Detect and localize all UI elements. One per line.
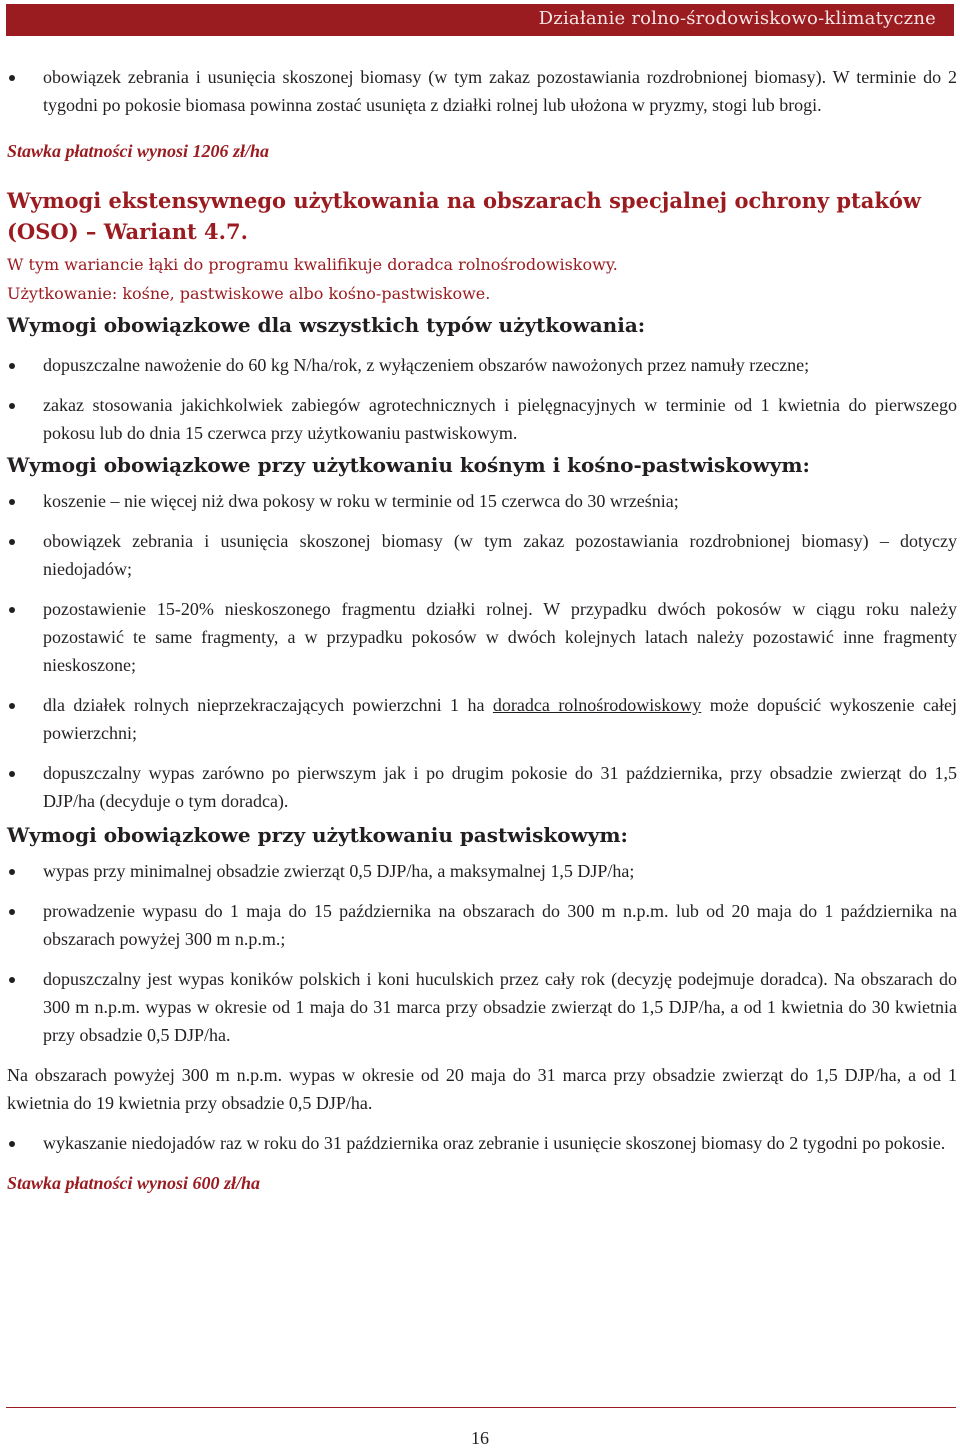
list-item: [7, 965, 957, 1049]
bullet-icon: [9, 403, 15, 409]
list-item-text: dopuszczalny jest wypas koników polskich i koni huculskich przez cały rok (decyzję podejmuje doradca). Na obszarach do 300 m n.p.m. wypas w okresie od 1 maja do 31 marca przy obsadzie zwierząt do 1,5 DJP/ha, a od 1 kwietnia do 30 kwietnia przy obsadzie 0,5 DJP/ha.: [43, 969, 957, 1045]
list-item: [7, 759, 957, 815]
list-item-text: pozostawienie 15-20% nieskoszonego fragmentu działki rolnej. W przypadku dwóch pokosów w ciągu roku należy pozostawić te same fragmenty, a w przypadku pokosów w dwóch kolejnych latach należy pozostawić inne fragmenty nieskoszone;: [43, 599, 957, 675]
bullet-icon: [9, 703, 15, 709]
list-item: [7, 595, 957, 679]
list-item-text: dla działek rolnych nieprzekraczających powierzchni 1 ha: [43, 695, 493, 715]
list-item-text: dopuszczalny wypas zarówno po pierwszym jak i po drugim pokosie do 31 października, przy obsadzie zwierząt do 1,5 DJP/ha (decyduje o tym doradca).: [43, 763, 957, 811]
list-item: [7, 691, 957, 747]
list-item-text: wypas przy minimalnej obsadzie zwierząt 0,5 DJP/ha, a maksymalnej 1,5 DJP/ha;: [43, 861, 635, 881]
bullet-icon: [9, 75, 15, 81]
bullet-icon: [9, 977, 15, 983]
list-item-text: koszenie – nie więcej niż dwa pokosy w roku w terminie od 15 czerwca do 30 września;: [43, 491, 679, 511]
bullet-icon: [9, 1141, 15, 1147]
payment-rate-1: Stawka płatności wynosi 1206 zł/ha: [7, 141, 270, 161]
variant-note-2: Użytkowanie: kośne, pastwiskowe albo kośno-pastwiskowe.: [7, 284, 491, 303]
advisor-link[interactable]: doradca rolnośrodowiskowy: [492, 695, 702, 715]
list-item: [7, 351, 957, 379]
list-item: [7, 391, 957, 447]
variant-note-1: W tym wariancie łąki do programu kwalifikuje doradca rolnośrodowiskowy.: [7, 255, 618, 274]
bullet-icon: [9, 771, 15, 777]
header-title: Działanie rolno-środowiskowo-klimatyczne: [538, 8, 936, 29]
list-item: [7, 1129, 957, 1157]
list-item: [7, 527, 957, 583]
footer-divider: [6, 1407, 956, 1408]
list-item-text: obowiązek zebrania i usunięcia skoszonej biomasy (w tym zakaz pozostawiania rozdrobnionej biomasy) – dotyczy niedojadów;: [43, 531, 957, 579]
list-item: [7, 897, 957, 953]
payment-rate-2: Stawka płatności wynosi 600 zł/ha: [7, 1173, 261, 1193]
section-heading: Wymogi ekstensywnego użytkowania na obszarach specjalnej ochrony ptaków (OSO) – Wariant 4.7.: [7, 188, 922, 244]
page-content: [7, 60, 957, 1197]
bullet-icon: [9, 869, 15, 875]
group-heading-pasture: Wymogi obowiązkowe przy użytkowaniu pastwiskowym:: [7, 823, 628, 847]
bullet-icon: [9, 499, 15, 505]
list-item: [7, 857, 957, 885]
list-item-text: wykaszanie niedojadów raz w roku do 31 października oraz zebranie i usunięcie skoszonej biomasy do 2 tygodni po pokosie.: [43, 1133, 946, 1153]
group-heading-mowing: Wymogi obowiązkowe przy użytkowaniu kośnym i kośno-pastwiskowym:: [7, 453, 810, 477]
pasture-paragraph: Na obszarach powyżej 300 m n.p.m. wypas w okresie od 20 maja do 31 marca przy obsadzie zwierząt do 1,5 DJP/ha, a od 1 kwietnia do 19 kwietnia przy obsadzie 0,5 DJP/ha.: [7, 1065, 957, 1113]
bullet-icon: [9, 909, 15, 915]
list-item-text: zakaz stosowania jakichkolwiek zabiegów agrotechnicznych i pielęgnacyjnych w terminie od 1 kwietnia do pierwszego pokosu lub do dnia 15 czerwca przy użytkowaniu pastwiskowym.: [43, 395, 957, 443]
bullet-icon: [9, 539, 15, 545]
list-item-text: może dopuścić wykoszenie całej powierzchni;: [43, 695, 957, 743]
list-item-text: dopuszczalne nawożenie do 60 kg N/ha/rok, z wyłączeniem obszarów nawożonych przez namuły rzeczne;: [43, 355, 810, 375]
bullet-icon: [9, 363, 15, 369]
header-bar: [6, 4, 954, 36]
list-item: [7, 487, 957, 515]
group-heading-all: Wymogi obowiązkowe dla wszystkich typów użytkowania:: [7, 313, 646, 337]
list-item-text: obowiązek zebrania i usunięcia skoszonej biomasy (w tym zakaz pozostawiania rozdrobnionej biomasy). W terminie do 2 tygodni po pokosie biomasa powinna zostać usunięta z działki rolnej lub ułożona w pryzmy, stogi lub brogi.: [43, 67, 957, 115]
page-number: 16: [471, 1428, 489, 1448]
list-item-text: prowadzenie wypasu do 1 maja do 15 października na obszarach do 300 m n.p.m. lub od 20 maja do 1 października na obszarach powyżej 300 m n.p.m.;: [43, 901, 957, 949]
list-item: [7, 63, 957, 119]
bullet-icon: [9, 607, 15, 613]
